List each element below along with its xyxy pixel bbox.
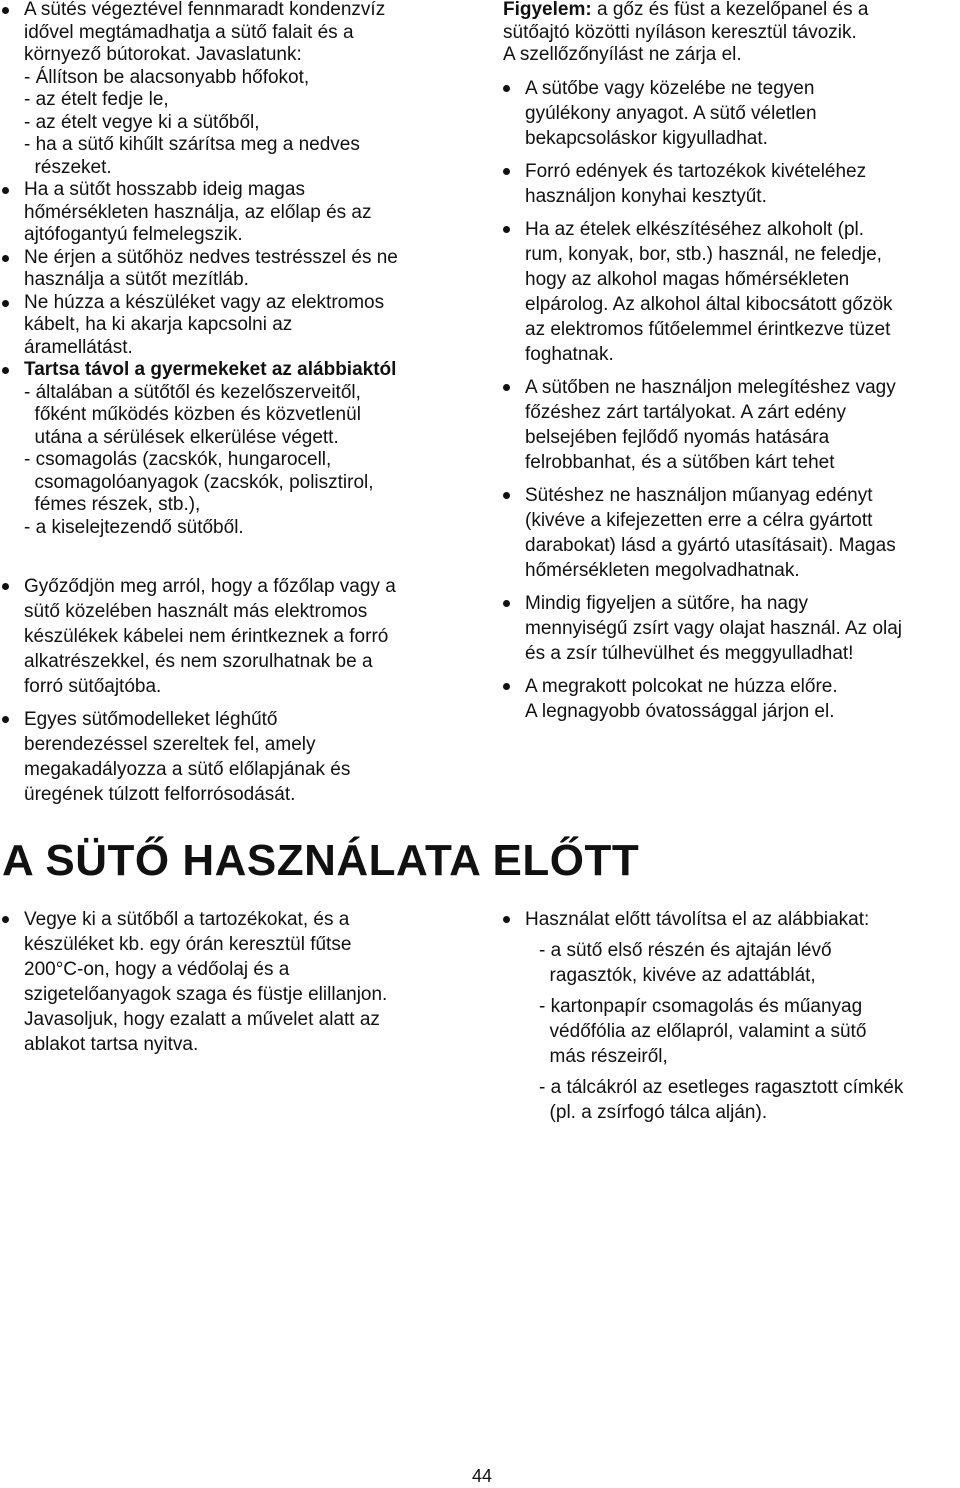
sub-item: - kartonpapír csomagolás és műanyag [539, 996, 863, 1017]
sub-item: (pl. a zsírfogó tálca alján). [539, 1102, 768, 1123]
text-line: A szellőzőnyílást ne zárja el. [503, 44, 742, 65]
text-line: Egyes sütőmodelleket léghűtő [24, 709, 278, 730]
sub-item: - az ételt vegye ki a sütőből, [24, 111, 260, 133]
bullet-cable [2, 292, 472, 360]
text-line: mennyiségű zsírt vagy olajat használ. Az olaj [525, 617, 903, 639]
text-line: A legnagyobb óvatossággal járjon el. [525, 700, 835, 722]
text-line: Győződjön meg arról, hogy a főzőlap vagy a [24, 576, 396, 597]
text-line: megakadályozza a sütő előlapjának és [24, 759, 351, 780]
bullet-hot-front [2, 179, 472, 247]
sub-item: - Állítson be alacsonyabb hőfokot, [24, 66, 310, 88]
text-line: alkatrészekkel, és nem szorulhatnak be a [24, 651, 373, 672]
text-line: Vegye ki a sütőből a tartozékokat, és a [24, 909, 350, 930]
right-column [503, 0, 960, 724]
bullet-wet-hands [2, 247, 472, 292]
bullet-alcohol [503, 217, 960, 367]
text-line: rum, konyak, bor, stb.) használ, ne feledje, [525, 243, 882, 265]
sub-list [525, 938, 960, 1125]
text-line: A sütés végeztével fennmaradt kondenzvíz [24, 0, 386, 20]
page-number: 44 [471, 1466, 493, 1486]
text-line: használja a sütőt mezítláb. [24, 269, 249, 290]
text-line: szigetelőanyagok szaga és füstje elillanjon. [24, 984, 388, 1005]
text-line: (kivéve a kifejezetten erre a célra gyártott [525, 509, 873, 531]
text-line: ablakot tartsa nyitva. [24, 1034, 199, 1055]
text-line: főzéshez zárt tartályokat. A zárt edény [525, 401, 847, 423]
bullet-oil [503, 591, 960, 666]
bullet-remove-before-use [503, 907, 960, 1125]
warning-first-line [503, 0, 960, 22]
sub-item: - a kiselejtezendő sütőből. [24, 516, 244, 538]
bullet-cooling-fan [2, 707, 472, 807]
sub-item: - csomagolás (zacskók, hungarocell, [24, 449, 332, 470]
section-left-column [2, 907, 472, 1057]
text-line: gyúlékony anyagot. A sütő véletlen [525, 102, 817, 124]
text-line: forró sütőajtóba. [24, 676, 162, 697]
text-line: az elektromos fűtőelemmel érintkezve tüzet [525, 318, 891, 340]
sub-item: - a tálcákról az esetleges ragasztott címkék [539, 1077, 904, 1098]
text-line: Használat előtt távolítsa el az alábbiakat: [525, 909, 870, 930]
text-line: Ha a sütőt hosszabb ideig magas [24, 179, 305, 200]
text-line: Mindig figyeljen a sütőre, ha nagy [525, 592, 809, 614]
left-column-middle [2, 574, 472, 807]
text-line: hogy az alkohol magas hőmérsékleten [525, 268, 850, 290]
bullet-condensation [2, 0, 472, 179]
text-line: környező bútorokat. Javaslatunk: [24, 44, 302, 65]
bullet-loaded-shelves [503, 674, 960, 724]
text-line: Ne érjen a sütőhöz nedves testrésszel és ne [24, 246, 398, 268]
bullet-children [2, 359, 472, 539]
text-line: A sütőbe vagy közelébe ne tegyen [525, 77, 815, 99]
text-line: berendezéssel szereltek fel, amely [24, 734, 316, 755]
sub-item: védőfólia az előlapról, valamint a sütő [539, 1021, 867, 1042]
right-bullet-list [503, 76, 960, 724]
left-column-top [2, 0, 472, 539]
text-line: készülékek kábelei nem érintkeznek a forró [24, 626, 389, 647]
text-line: felrobbanhat, és a sütőben kárt tehet [525, 451, 835, 473]
sub-item: ragasztók, kivéve az adattáblát, [539, 965, 816, 986]
text-line: kábelt, ha ki akarja kapcsolni az [24, 314, 293, 335]
text-line: 200°C-on, hogy a védőolaj és a [24, 959, 290, 980]
text-line: A sütőben ne használjon melegítéshez vagy [525, 376, 896, 398]
sub-item: utána a sérülések elkerülése végett. [24, 426, 339, 448]
text-line: belsejében fejlődő nyomás hatására [525, 426, 830, 448]
text-line: üregének túlzott felforrósodását. [24, 784, 296, 805]
warning-paragraph [503, 0, 960, 67]
warning-text: a gőz és füst a kezelőpanel és a [591, 0, 869, 20]
text-line: áramellátást. [24, 336, 133, 358]
text-line: sütőajtó közötti nyíláson keresztül távozik. [503, 21, 857, 43]
text-line: foghatnak. [525, 343, 614, 365]
warning-label: Figyelem: [503, 0, 592, 20]
sub-item: fémes részek, stb.), [24, 494, 201, 515]
text-line: készüléket kb. egy órán keresztül fűtse [24, 934, 352, 955]
bullet-first-heating [2, 907, 472, 1057]
text-line: Ne húzza a készüléket vagy az elektromos [24, 291, 385, 313]
sub-item: - a sütő első részén és ajtaján lévő [539, 940, 832, 961]
section-heading: A SÜTŐ HASZNÁLATA ELŐTT [2, 836, 640, 885]
bullet-flammable [503, 76, 960, 151]
text-line: Javasoljuk, hogy ezalatt a művelet alatt az [24, 1009, 380, 1030]
text-line: Forró edények és tartozékok kivételéhez [525, 160, 867, 182]
sub-item: - általában a sütőtől és kezelőszerveitől, [24, 381, 361, 403]
text-line: hőmérsékleten megolvadhatnak. [525, 559, 800, 581]
text-line: darabokat) lásd a gyártó utasításait). Magas [525, 534, 896, 556]
sub-item: más részeiről, [539, 1046, 668, 1067]
text-line: bekapcsoláskor kigyulladhat. [525, 127, 768, 149]
text-line: Ha az ételek elkészítéséhez alkoholt (pl. [525, 218, 865, 240]
bullet-plastic [503, 483, 960, 583]
text-line: Sütéshez ne használjon műanyag edényt [525, 484, 873, 506]
text-line: és a zsír túlhevülhet és meggyulladhat! [525, 642, 854, 664]
bullet-closed-containers [503, 375, 960, 475]
text-line: ajtófogantyú felmelegszik. [24, 224, 243, 245]
text-line: A megrakott polcokat ne húzza előre. [525, 675, 838, 697]
text-line: elpárolog. Az alkohol által kibocsátott gőzök [525, 293, 893, 315]
sub-item: - az ételt fedje le, [24, 89, 169, 110]
sub-item: - ha a sütő kihűlt szárítsa meg a nedves [24, 134, 360, 155]
bullet-gloves [503, 159, 960, 209]
section-right-column [503, 907, 960, 1125]
bold-line: Tartsa távol a gyermekeket az alábbiaktól [24, 359, 397, 380]
sub-item: részeket. [24, 156, 112, 178]
text-line: sütő közelében használt más elektromos [24, 601, 368, 622]
sub-item: csomagolóanyagok (zacskók, polisztirol, [24, 471, 374, 493]
text-line: idővel megtámadhatja a sütő falait és a [24, 21, 354, 43]
text-line: hőmérsékleten használja, az előlap és az [24, 201, 372, 223]
bullet-cables-near-hob [2, 574, 472, 699]
text-line: használjon konyhai kesztyűt. [525, 185, 767, 207]
sub-item: főként működés közben és közvetlenül [24, 404, 361, 425]
